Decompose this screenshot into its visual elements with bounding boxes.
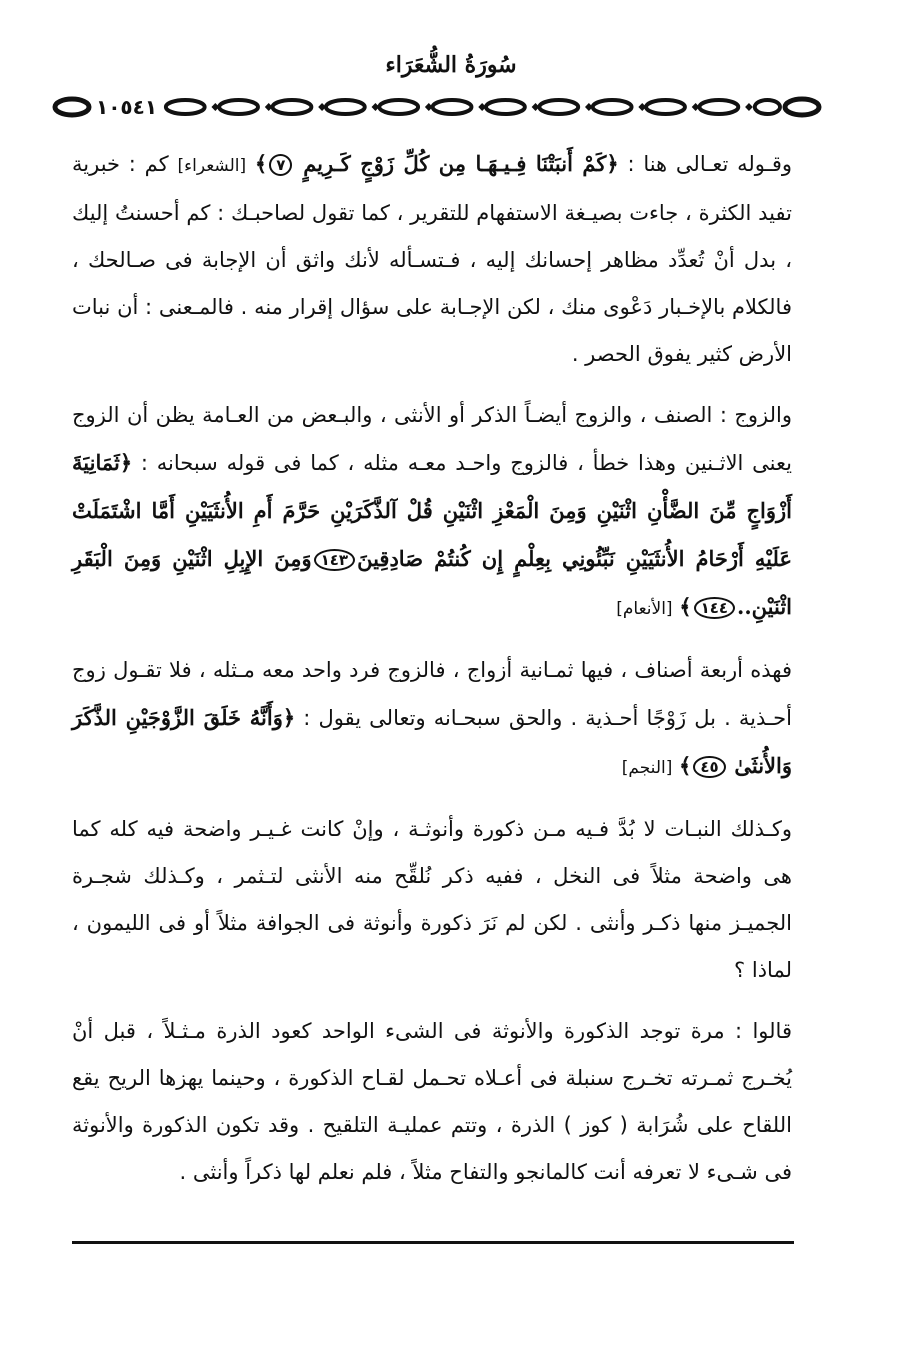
ornament-end-left xyxy=(52,94,92,120)
header-ornament-rule xyxy=(52,92,822,122)
surah-reference: [الشعراء] xyxy=(177,156,247,176)
footer-rule xyxy=(72,1241,794,1244)
ornament-end-right xyxy=(782,94,822,120)
paragraph-2-text: والزوج : الصنف ، والزوج أيضـاً الذكر أو الأنثى ، والبـعض من العـامة يظن أن الزوج يعنى الاثـنين وهذا خطأ ، فالزوج واحـد معـه مثله ، كما فى قوله سبحانه : xyxy=(72,403,792,475)
aya-number: ٧ xyxy=(269,154,292,176)
quran-close-bracket: ﴾ xyxy=(679,595,692,619)
quran-verse: وَمِنَ الإِبِلِ اثْنَيْنِ وَمِنَ الْبَقَرِ اثْنَيْنِ.. xyxy=(72,546,792,619)
quran-close-bracket: ﴾ xyxy=(679,754,692,778)
paragraph-4 xyxy=(72,806,792,994)
aya-number: ٤٥ xyxy=(693,756,725,778)
paragraph-5 xyxy=(72,1008,792,1196)
surah-title: سُورَةُ الشُّعَرَاء xyxy=(385,52,517,78)
aya-number: ١٤٤ xyxy=(694,597,735,619)
paragraph-3-text: فهذه أربعة أصناف ، فيها ثمـانية أزواج ، فالزوج فرد واحد معه مـثله ، فلا تقـول زوج أحـذية . بل زَوْجًا أحـذية . والحق سبحـانه وتعالى يقول : xyxy=(72,658,792,730)
main-text xyxy=(72,140,792,1210)
page-number: ١٠٥٤١ xyxy=(96,95,158,119)
surah-reference: [النجم] xyxy=(621,758,673,778)
paragraph-2 xyxy=(72,392,792,633)
paragraph-5-text: قالوا : مرة توجد الذكورة والأنوثة فى الشىء الواحد كعود الذرة مـثـلاً ، قبل أنْ يُخـرج ثمـرته تخـرج سنبلة فى أعـلاه تحـمل لقـاح الذكورة ، وحينما يهزها الريح يقع اللقاح على شُرَابة ( كوز ) الذرة ، وتتم عمليـة التلقيح . وقد تكون الذكورة والأنوثة فى شـىء لا تعرفه أنت كالمانجو والتفاح مثلاً ، فلم نعلم لها ذكراً وأنثى . xyxy=(72,1019,792,1184)
quran-verse: ثَمَانِيَةَ أَزْوَاجٍ مِّنَ الضَّأْنِ اثْنَيْنِ وَمِنَ الْمَعْزِ اثْنَيْنِ قُلْ آلذَّكَرَيْنِ حَرَّمَ أَمِ الأُنثَيَيْنِ أَمَّا اشْتَمَلَتْ عَلَيْهِ أَرْحَامُ الأُنثَيَيْنِ نَبِّئُونِي بِعِلْمٍ إِن كُنتُمْ صَادِقِينَ xyxy=(72,450,792,571)
chain-ornament xyxy=(161,92,782,122)
paragraph-4-text: وكـذلك النبـات لا بُدَّ فـيه مـن ذكورة وأنوثـة ، وإنْ كانت غـيـر واضحة فيه كله كما هى واضحة مثلاً فى النخل ، ففيه ذكر نُلقِّح منه الأنثى لتـثمر ، وكـذلك شجـرة الجميـز منها ذكـر وأنثى . لكن لم نَرَ ذكورة وأنوثة فى الجوافة مثلاً أو فى الليمون ، لماذا ؟ xyxy=(72,817,792,982)
paragraph-1-intro: وقـوله تعـالى هنا : xyxy=(618,152,792,176)
paragraph-1-text: كم : خبرية تفيد الكثرة ، جاءت بصيـغة الاستفهام للتقرير ، كما تقول لصاحبـك : كم أحسنتُ إليك ، بدل أنْ تُعدِّد مظاهر إحسانك إليه ، فـتسـأله لأنك واثق أن الإجابة فى صـالحك ، فالكلام بالإخـبار دَعْوى منك ، لكن الإجـابة على سؤال إقرار منه . فالمـعنى : أن نبات الأرض كثير يفوق الحصر . xyxy=(72,152,792,366)
quran-open-bracket: ﴿ xyxy=(282,706,296,730)
quran-close-bracket: ﴾ xyxy=(254,152,268,176)
quran-open-bracket: ﴿ xyxy=(119,451,133,475)
paragraph-3 xyxy=(72,647,792,792)
quran-verse: كَمْ أَنبَتْنَا فِـيـهَـا مِن كُلِّ زَوْجٍ كَـرِيمٍ xyxy=(303,151,607,176)
aya-number: ١٤٣ xyxy=(314,549,355,571)
surah-reference: [الأنعام] xyxy=(616,599,673,619)
quran-open-bracket: ﴿ xyxy=(606,152,619,176)
quran-verse: وَأَنَّهُ خَلَقَ الزَّوْجَيْنِ الذَّكَرَ وَالأُنثَىٰ xyxy=(72,705,792,778)
paragraph-1 xyxy=(72,140,792,378)
